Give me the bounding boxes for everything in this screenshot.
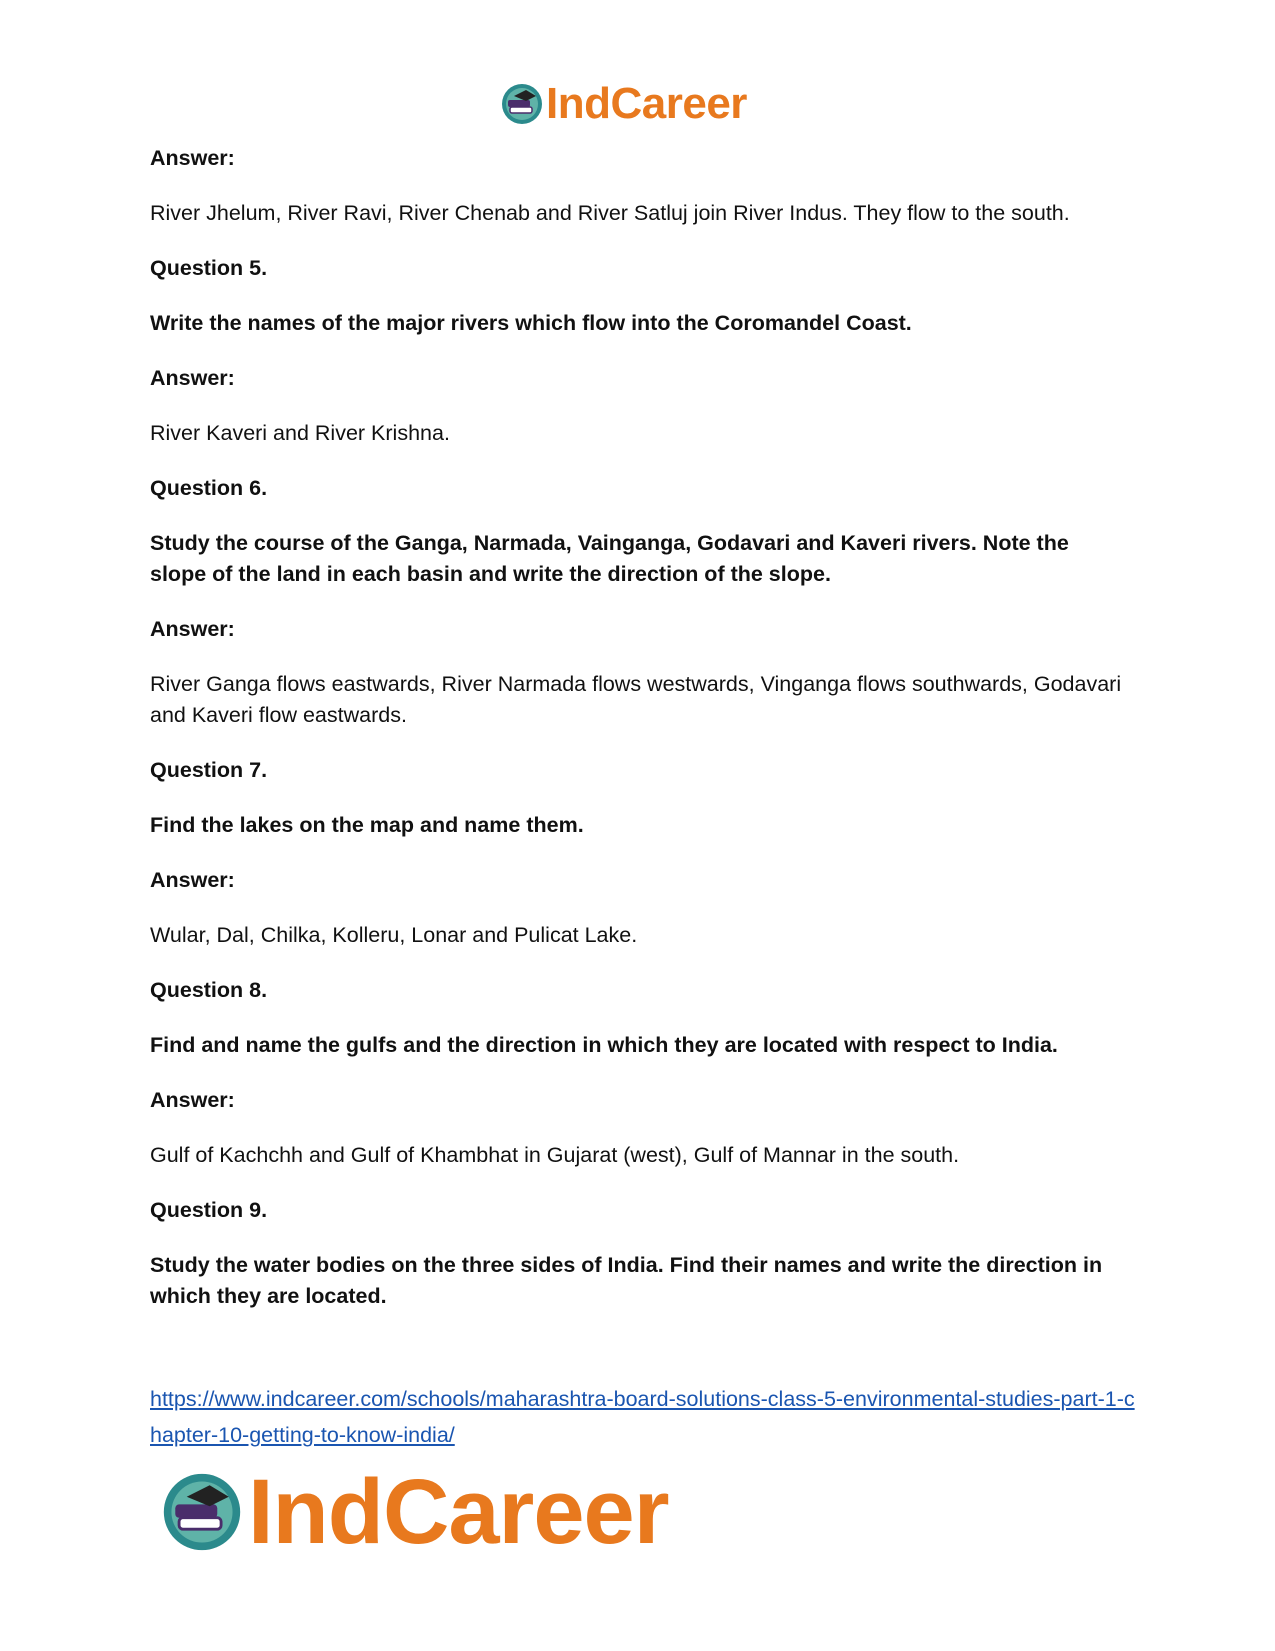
answer-label: Answer:: [150, 1088, 235, 1112]
answer-label: Answer:: [150, 366, 235, 390]
answer-label: Answer:: [150, 868, 235, 892]
paragraph-gap: [150, 951, 1130, 975]
question-text: Find the lakes on the map and name them.: [150, 813, 584, 837]
question-number: Question 5.: [150, 256, 268, 280]
paragraph-gap: [150, 1006, 1130, 1030]
paragraph-gap: [150, 449, 1130, 473]
document-body: [150, 143, 1130, 1312]
paragraph-gap: [150, 645, 1130, 669]
paragraph-gap: [150, 174, 1130, 198]
question-text: Find and name the gulfs and the direction in which they are located with respect to India.: [150, 1033, 1058, 1057]
question-text: Write the names of the major rivers which flow into the Coromandel Coast.: [150, 311, 912, 335]
answer-label: Answer:: [150, 617, 235, 641]
logo-wordmark: IndCareer: [248, 1460, 669, 1563]
answer-label: Answer:: [150, 146, 235, 170]
logo-wordmark: IndCareer: [546, 79, 747, 128]
answer-text: Wular, Dal, Chilka, Kolleru, Lonar and Pulicat Lake.: [150, 923, 638, 947]
paragraph-gap: [150, 504, 1130, 528]
paragraph-gap: [150, 229, 1130, 253]
question-number: Question 8.: [150, 978, 268, 1002]
logo-globe-icon: [500, 82, 544, 126]
answer-text: Gulf of Kachchh and Gulf of Khambhat in Gujarat (west), Gulf of Mannar in the south.: [150, 1143, 960, 1167]
paragraph-gap: [150, 786, 1130, 810]
question-text: Study the water bodies on the three sides of India. Find their names and write the direction in which they are located.: [150, 1253, 1103, 1308]
answer-text: River Kaveri and River Krishna.: [150, 421, 450, 445]
question-text: Study the course of the Ganga, Narmada, Vainganga, Godavari and Kaveri rivers. Note the slope of the land in each basin and write the direction of the slope.: [150, 531, 1069, 586]
paragraph-gap: [150, 284, 1130, 308]
paragraph-gap: [150, 1061, 1130, 1085]
paragraph-gap: [150, 339, 1130, 363]
paragraph-gap: [150, 1171, 1130, 1195]
answer-text: River Ganga flows eastwards, River Narmada flows westwards, Vinganga flows southwards, Godavari and Kaveri flow eastwards.: [150, 672, 1122, 727]
paragraph-gap: [150, 841, 1130, 865]
question-number: Question 7.: [150, 758, 268, 782]
logo-globe-icon: [160, 1470, 244, 1554]
header-logo: [500, 80, 747, 128]
paragraph-gap: [150, 394, 1130, 418]
question-number: Question 9.: [150, 1198, 268, 1222]
paragraph-gap: [150, 1116, 1130, 1140]
source-link[interactable]: https://www.indcareer.com/schools/maharashtra-board-solutions-class-5-environmental-studies-part-1-chapter-10-getting-to-know-india/: [150, 1387, 1135, 1447]
footer-logo: [160, 1462, 669, 1562]
answer-text: River Jhelum, River Ravi, River Chenab and River Satluj join River Indus. They flow to the south.: [150, 201, 1070, 225]
question-number: Question 6.: [150, 476, 268, 500]
paragraph-gap: [150, 590, 1130, 614]
paragraph-gap: [150, 1226, 1130, 1250]
paragraph-gap: [150, 896, 1130, 920]
paragraph-gap: [150, 731, 1130, 755]
